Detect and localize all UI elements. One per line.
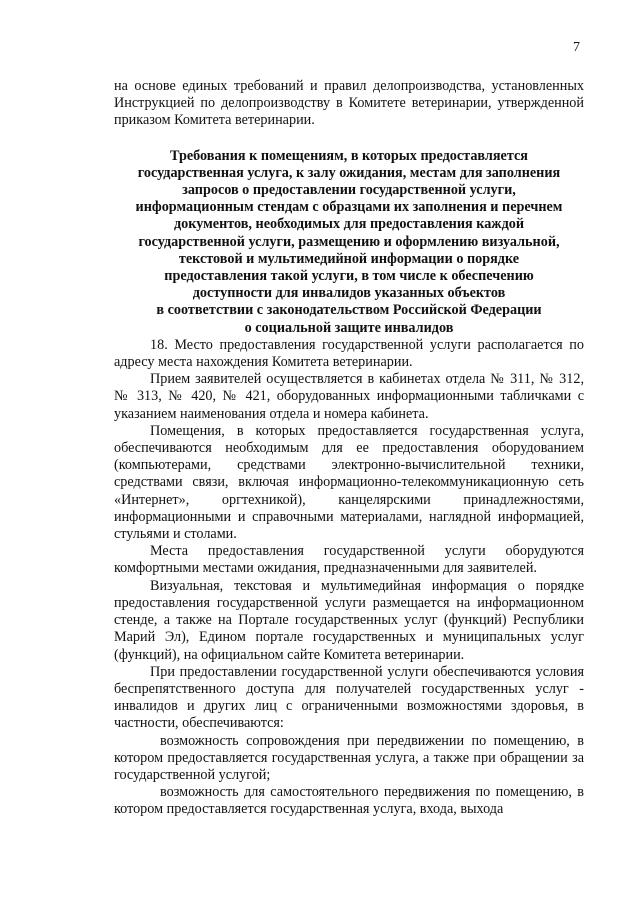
heading-line: текстовой и мультимедийной информации о порядке — [178, 250, 520, 267]
paragraph-escort: возможность сопровождения при передвижении по помещению, в котором предоставляется государственная услуга, а также при обращении за государственной услугой; — [114, 732, 584, 783]
paragraph-reception: Прием заявителей осуществляется в кабинетах отдела № 311, № 312, № 313, № 420, № 421, оборудованных информационными табличками с указанием наименования отдела и номера кабинета. — [114, 371, 584, 422]
heading-line: предоставления такой услуги, в том числе к обеспечению — [164, 268, 534, 285]
heading-line: государственная услуга, к залу ожидания, местам для заполнения — [137, 164, 561, 181]
paragraph-self-movement: возможность для самостоятельного передвижения по помещению, в котором предоставляется государственная услуга, входа, выхода — [114, 784, 584, 818]
heading-line: Требования к помещениям, в которых предоставляется — [170, 147, 528, 164]
paragraph-waiting-places: Места предоставления государственной услуги оборудуются комфортными местами ожидания, предназначенными для заявителей. — [114, 543, 584, 577]
heading-line: о социальной защите инвалидов — [244, 319, 454, 336]
paragraph-visual-information: Визуальная, текстовая и мультимедийная информация о порядке предоставления государственной услуги размещается на информационном стенде, а также на Портале государственных услуг (функций) Республики Марий Эл), Едином портале государственных и муниципальных услуг (функций), на официальном сайте Комитета ветеринарии. — [114, 577, 584, 663]
heading-line: в соответствии с законодательством Российской Федерации — [156, 302, 542, 319]
heading-line: запросов о предоставлении государственной услуги, — [182, 182, 516, 199]
section-heading — [114, 148, 584, 337]
intro-paragraph: на основе единых требований и правил делопроизводства, установленных Инструкцией по делопроизводству в Комитете ветеринарии, утвержденной приказом Комитета ветеринарии. — [114, 78, 584, 129]
document-body — [114, 78, 584, 819]
heading-line: документов, необходимых для предоставления каждой — [173, 216, 525, 233]
paragraph-premises: Помещения, в которых предоставляется государственная услуга, обеспечиваются необходимым для ее предоставления оборудованием (компьютерами, средствами электронно-вычислительной техники, средствами связи, включая информационно-телекоммуникационную сеть «Интернет», оргтехникой), канцелярскими принадлежностями, информационными и справочными материалами, наглядной информацией, стульями и столами. — [114, 422, 584, 543]
page-number: 7 — [573, 40, 580, 55]
paragraph-accessibility: При предоставлении государственной услуги обеспечиваются условия беспрепятственного доступа для получателей государственных услуг - инвалидов и других лиц с ограниченными возможностями здоровья, в частности, обеспечиваются: — [114, 663, 584, 732]
heading-line: доступности для инвалидов указанных объектов — [192, 285, 506, 302]
paragraph-18: 18. Место предоставления государственной услуги располагается по адресу места нахождения Комитета ветеринарии. — [114, 336, 584, 371]
heading-line: информационным стендам с образцами их заполнения и перечнем — [135, 199, 563, 216]
heading-line: государственной услуги, размещению и оформлению визуальной, — [138, 233, 560, 250]
